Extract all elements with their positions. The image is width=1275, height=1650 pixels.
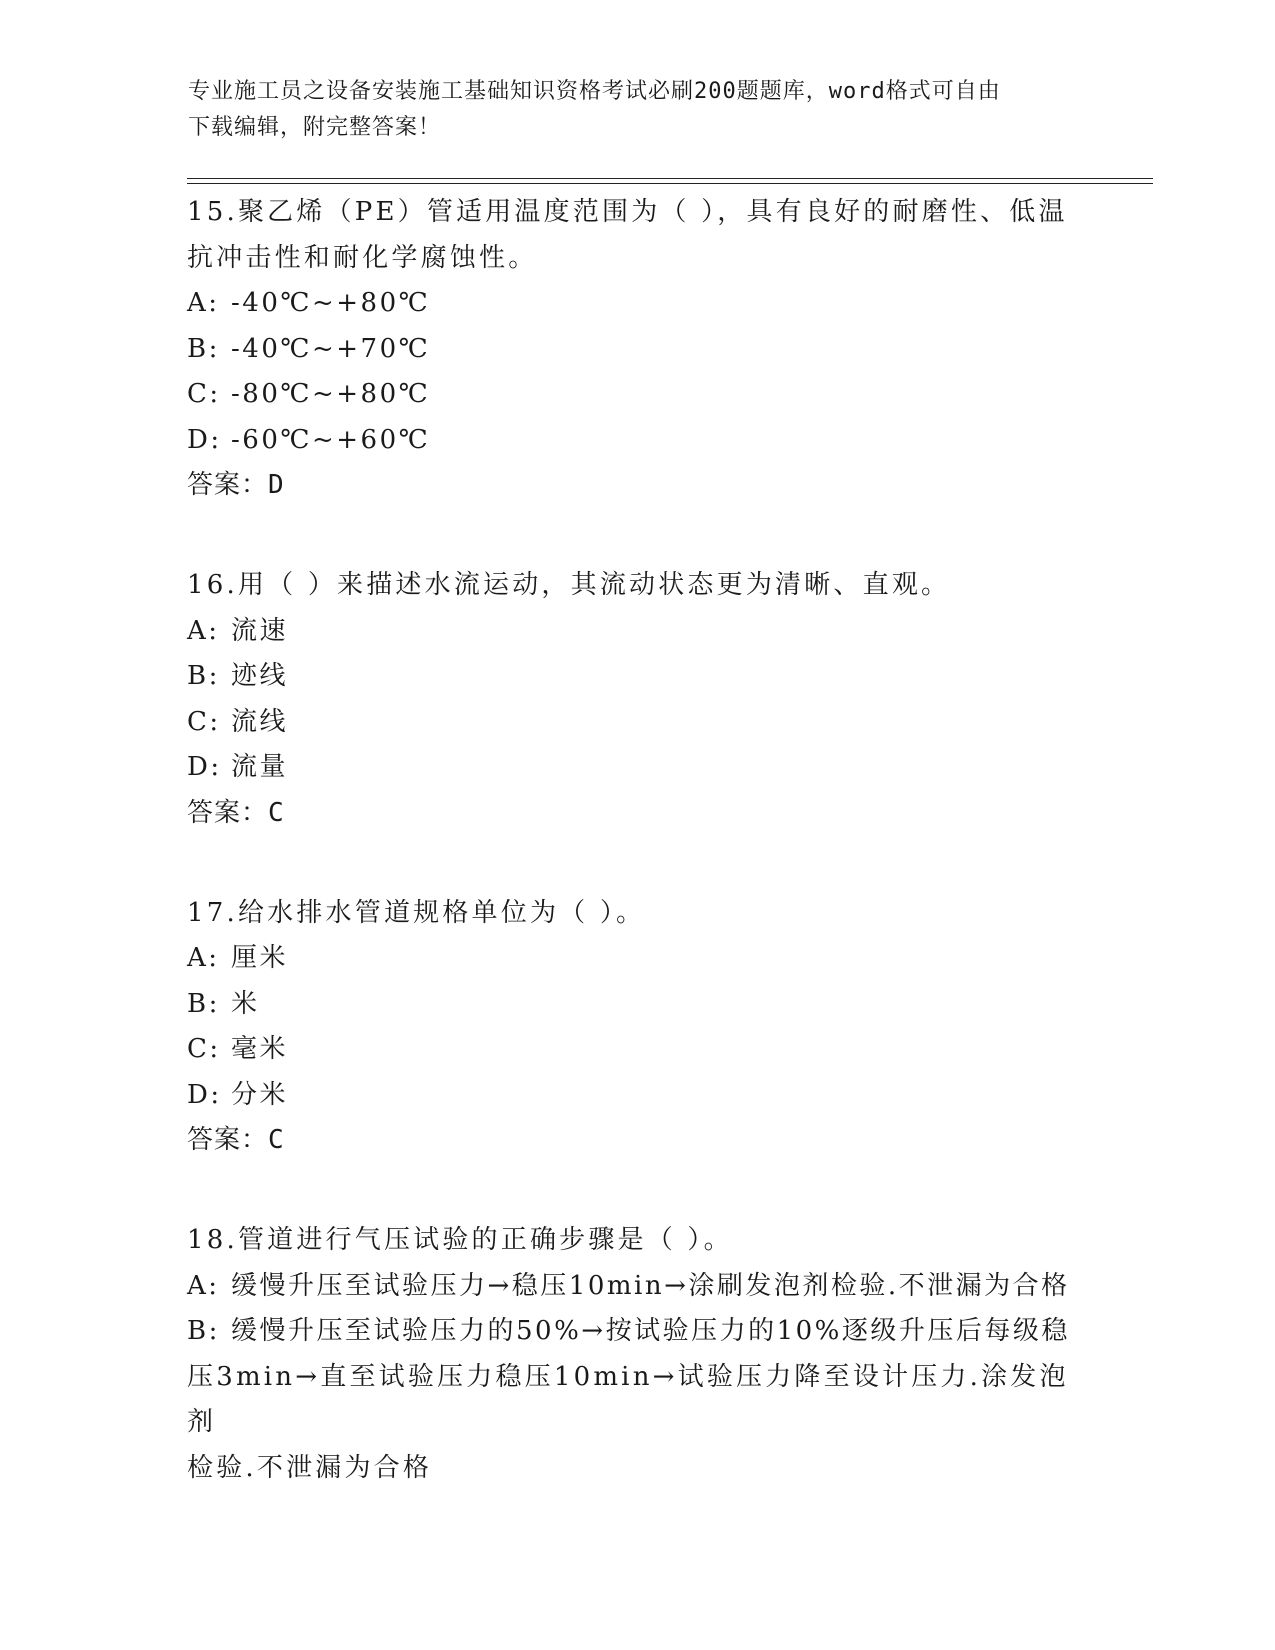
option-b <box>187 327 1087 373</box>
option-c <box>187 1027 1087 1073</box>
option-a <box>187 609 1087 655</box>
option-b <box>187 1309 1087 1355</box>
question-stem-line: 17.给水排水管道规格单位为（ ）。 <box>187 897 646 928</box>
option-key: A: <box>187 615 220 646</box>
option-text: 厘米 <box>231 943 289 973</box>
question-stem-line: 18.管道进行气压试验的正确步骤是（ ）。 <box>187 1225 733 1255</box>
option-text: -60℃~+60℃ <box>231 424 431 455</box>
option-continuation-line: 压3min→直至试验压力稳压10min→试验压力降至设计压力.涂发泡剂 <box>187 1361 1069 1437</box>
option-b <box>187 654 1087 700</box>
option-key: C: <box>187 1034 221 1064</box>
option-d <box>187 418 1087 464</box>
option-text: 缓慢升压至试验压力→稳压10min→涂刷发泡剂检验.不泄漏为合格 <box>231 1270 1070 1301</box>
option-key: A: <box>187 288 220 318</box>
question-15 <box>187 190 1087 508</box>
document-header <box>188 74 1088 146</box>
option-key: A: <box>187 943 220 973</box>
answer-label: 答案：D <box>187 470 285 500</box>
option-text: -80℃~+80℃ <box>231 379 431 409</box>
question-16 <box>187 563 1087 836</box>
option-text: -40℃~+70℃ <box>231 333 431 364</box>
option-d <box>187 1073 1087 1119</box>
option-a <box>187 936 1087 982</box>
option-text: 米 <box>231 988 260 1019</box>
option-a <box>187 281 1087 327</box>
option-key: D: <box>187 752 222 782</box>
question-stem-line: 16.用（ ）来描述水流运动，其流动状态更为清晰、直观。 <box>187 570 951 600</box>
question-18 <box>187 1218 1087 1491</box>
option-text: -40℃~+80℃ <box>231 288 431 318</box>
option-a <box>187 1264 1087 1310</box>
question-stem-line: 15.聚乙烯（PE）管适用温度范围为（ ），具有良好的耐磨性、低温 <box>187 197 1068 227</box>
option-continuation-line: 检验.不泄漏为合格 <box>187 1452 433 1483</box>
option-c <box>187 700 1087 746</box>
option-key: C: <box>187 706 221 737</box>
option-text: 毫米 <box>231 1034 289 1064</box>
option-key: C: <box>187 379 221 409</box>
option-key: B: <box>187 661 220 691</box>
option-b <box>187 982 1087 1028</box>
question-list <box>187 190 1087 1546</box>
answer-label: 答案：C <box>187 1125 285 1155</box>
option-key: B: <box>187 988 220 1019</box>
option-key: B: <box>187 1316 220 1346</box>
question-17 <box>187 891 1087 1164</box>
option-key: B: <box>187 333 220 364</box>
option-text: 分米 <box>231 1079 289 1110</box>
option-text: 流线 <box>231 706 289 737</box>
option-key: A: <box>187 1270 220 1301</box>
answer-label: 答案：C <box>187 797 285 828</box>
option-text: 迹线 <box>231 661 289 691</box>
option-text: 流量 <box>231 752 289 782</box>
question-stem-line: 抗冲击性和耐化学腐蚀性。 <box>187 242 538 273</box>
option-text: 缓慢升压至试验压力的50%→按试验压力的10%逐级升压后每级稳 <box>231 1316 1070 1346</box>
header-line-1: 专业施工员之设备安装施工基础知识资格考试必刷200题题库，word格式可自由 <box>188 79 1001 104</box>
option-text: 流速 <box>231 615 289 646</box>
option-key: D: <box>187 424 222 455</box>
header-divider-bottom <box>187 183 1153 184</box>
header-line-2: 下载编辑，附完整答案！ <box>188 115 442 140</box>
option-d <box>187 745 1087 791</box>
option-key: D: <box>187 1079 222 1110</box>
option-c <box>187 372 1087 418</box>
header-divider-top <box>187 178 1153 179</box>
